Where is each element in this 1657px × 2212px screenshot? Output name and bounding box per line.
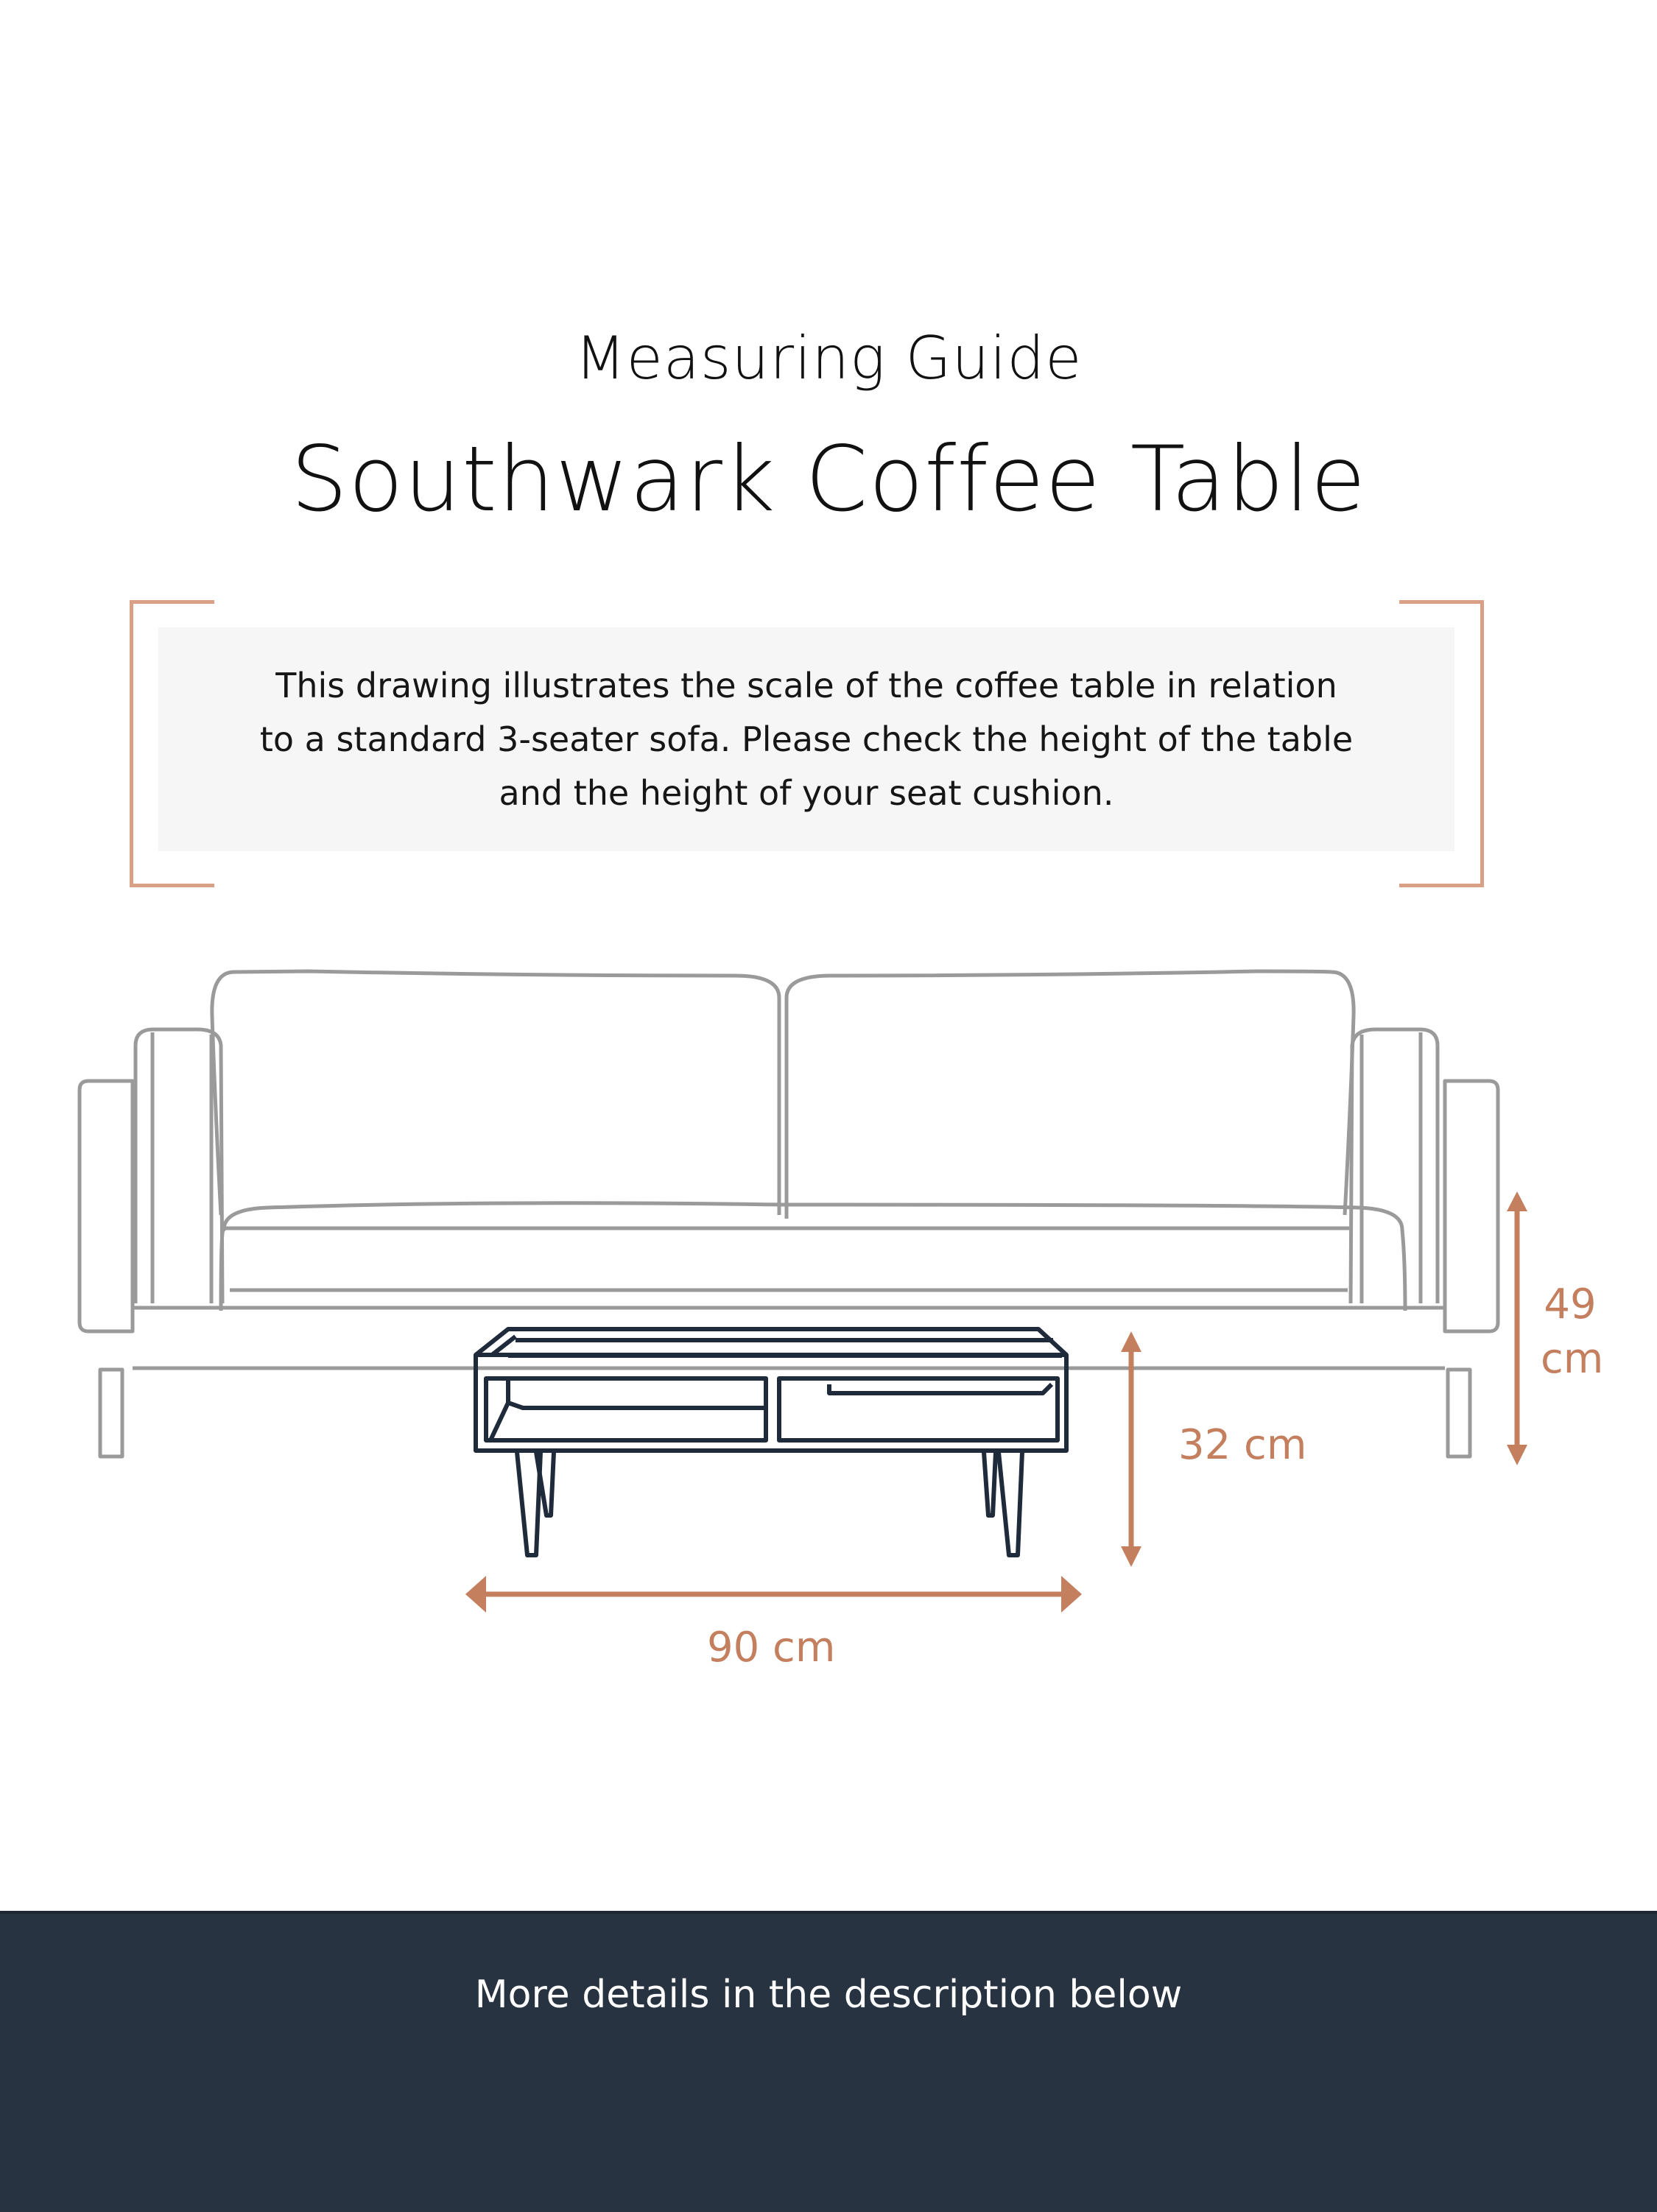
product-title: Southwark Coffee Table [290, 427, 1367, 532]
coffee-table-icon [476, 1329, 1066, 1555]
sofa-and-table-illustration [0, 943, 1657, 1679]
footer-banner [0, 1911, 1657, 2212]
dimension-arrows [465, 1191, 1527, 1613]
sofa-seat-height-value: 49 [1544, 1281, 1597, 1328]
sofa-seat-height-label [1541, 1278, 1604, 1387]
sofa-outline-icon [80, 971, 1498, 1457]
sofa-seat-height-unit: cm [1541, 1335, 1604, 1383]
table-width-label: 90 cm [707, 1624, 836, 1672]
guide-subtitle: Measuring Guide [574, 324, 1083, 392]
info-note-box [158, 627, 1454, 851]
table-height-label: 32 cm [1178, 1421, 1307, 1469]
info-note-text: This drawing illustrates the scale of the coffee table in relation to a standard 3-seater sofa. Please check the height of the table and the height of your seat cushion. [259, 665, 1354, 813]
footer-text: More details in the description below [474, 1973, 1183, 2017]
